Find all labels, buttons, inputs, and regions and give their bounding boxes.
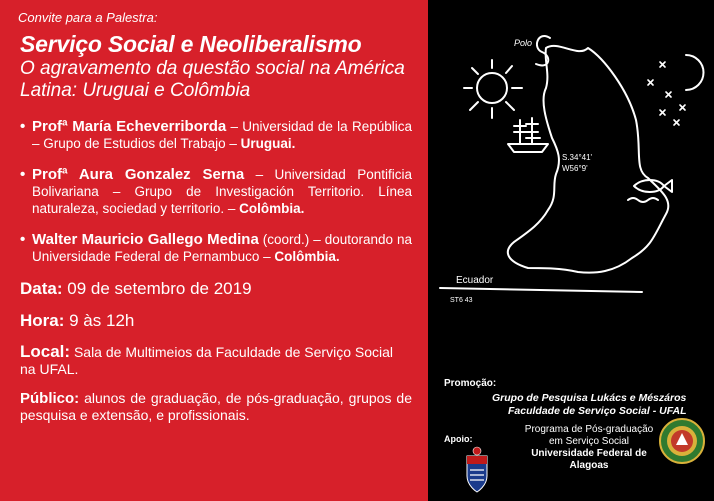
speaker-name: Profª Aura Gonzalez Serna — [32, 166, 245, 183]
artwork-panel — [428, 0, 714, 501]
social-service-seal-icon — [658, 417, 706, 465]
speaker-country: Uruguai. — [240, 136, 296, 151]
apoio-program — [512, 424, 666, 472]
ufal-crest-icon — [464, 446, 490, 494]
coord-label-2: W56°9' — [562, 164, 588, 173]
ship-icon — [508, 118, 548, 152]
speaker-affiliation: (coord.) – doutorando na Universidade Federal de Pernambuco – — [32, 232, 412, 264]
date-label: Data: — [20, 279, 63, 298]
speaker-affiliation: – Universidad Pontificia Bolivariana – Grupo de Investigación Territorio. Línea naturaleza, sociedad y territorio. – — [32, 167, 412, 216]
apoio-label: Apoio: — [444, 434, 473, 444]
promocao-label: Promoção: — [444, 378, 497, 389]
event-audience — [20, 390, 412, 424]
stars-icon — [648, 62, 685, 125]
event-date — [20, 279, 412, 299]
moon-icon — [686, 55, 704, 90]
location-label: Local: — [20, 342, 71, 361]
sun-rays-icon — [464, 60, 522, 118]
promocao-group: Grupo de Pesquisa Lukács e Mészáros — [492, 392, 687, 404]
speaker-affiliation: – Universidad de la República – Grupo de Estudios del Trabajo – — [32, 119, 412, 151]
program-line-2: em Serviço Social — [548, 436, 630, 447]
map-code-label: ST6 43 — [450, 297, 473, 304]
promocao-faculty: Faculdade de Serviço Social - UFAL — [508, 405, 687, 417]
speaker-name: Walter Mauricio Gallego Medina — [32, 231, 259, 248]
ecuador-label: Ecuador — [456, 275, 494, 286]
audience-label: Público: — [20, 390, 80, 407]
coord-label-1: S.34°41' — [562, 153, 593, 162]
polo-label: Polo — [514, 38, 533, 48]
speaker-item — [20, 231, 412, 265]
invite-text: Convite para a Palestra: — [18, 10, 158, 25]
wave-line — [628, 198, 658, 202]
speaker-country: Colômbia. — [274, 249, 340, 264]
equator-line — [440, 288, 642, 292]
inverted-map-drawing — [428, 0, 714, 330]
time-label: Hora: — [20, 311, 65, 330]
speaker-item — [20, 166, 412, 217]
date-value: 09 de setembro de 2019 — [62, 279, 252, 298]
location-value: Sala de Multimeios da Faculdade de Serviço Social na UFAL. — [20, 344, 394, 377]
audience-value: alunos de graduação, de pós-graduação, grupos de pesquisa e extensão, e profissionais. — [20, 390, 412, 423]
speaker-name: Profª María Echeverriborda — [32, 118, 227, 135]
speaker-list — [20, 118, 412, 265]
time-value: 9 às 12h — [64, 311, 135, 330]
speaker-item — [20, 118, 412, 152]
event-time — [20, 311, 412, 331]
program-line-1: Programa de Pós-graduação — [524, 424, 654, 435]
south-letter — [536, 36, 550, 65]
event-location — [20, 343, 412, 378]
sun-icon — [477, 73, 507, 103]
lecture-title: Serviço Social e Neoliberalismo — [20, 31, 362, 57]
program-line-3: Universidade Federal de Alagoas — [531, 448, 647, 471]
speaker-country: Colômbia. — [239, 201, 305, 216]
lecture-subtitle: O agravamento da questão social na América Latina: Uruguai e Colômbia — [20, 58, 405, 101]
